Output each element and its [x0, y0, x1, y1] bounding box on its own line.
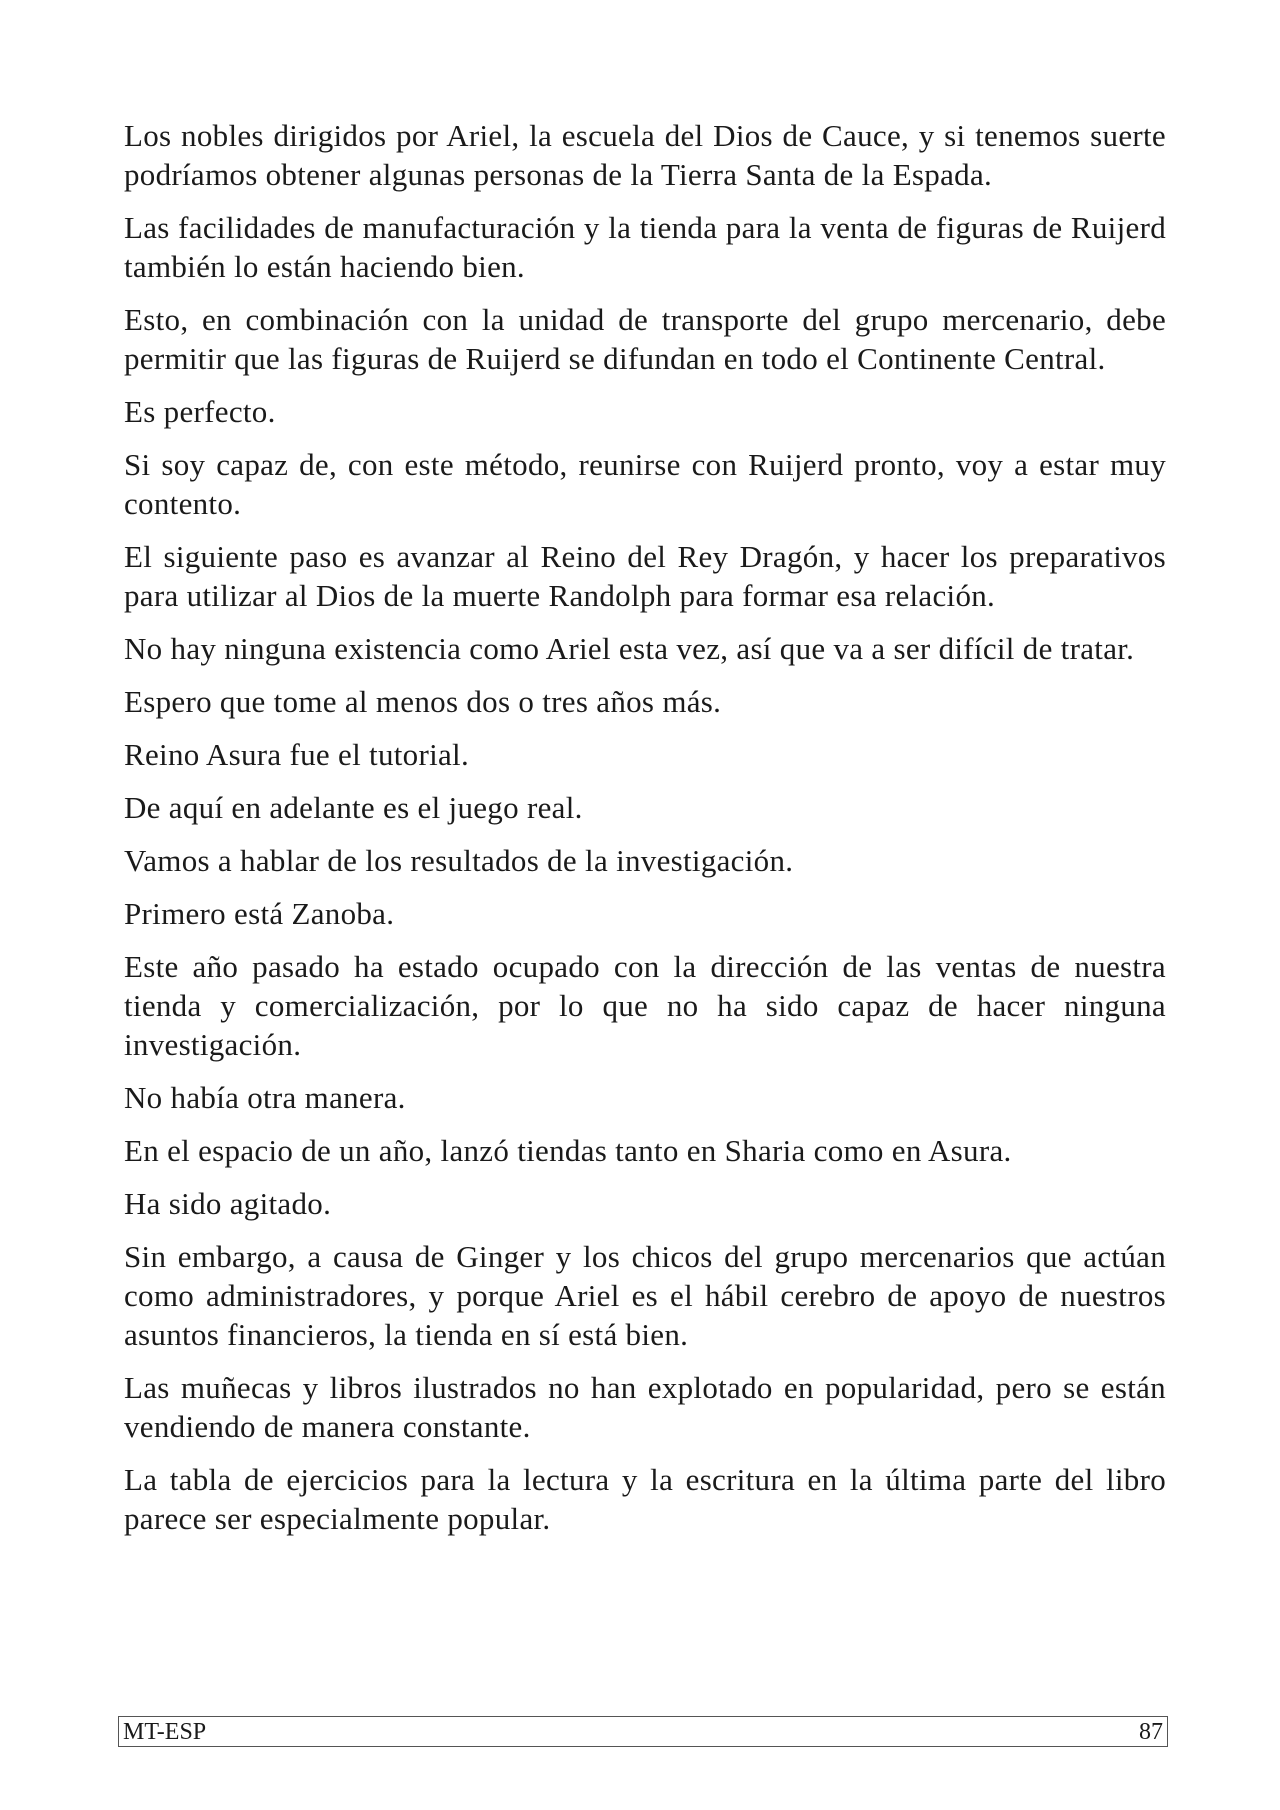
paragraph: Este año pasado ha estado ocupado con la dirección de las ventas de nuestra tienda y comercialización, por lo que no ha sido capaz de hacer ninguna investigación.: [124, 949, 1166, 1062]
paragraph: Si soy capaz de, con este método, reunirse con Ruijerd pronto, voy a estar muy contento.: [124, 447, 1166, 521]
paragraph: Los nobles dirigidos por Ariel, la escuela del Dios de Cauce, y si tenemos suerte podríamos obtener algunas personas de la Tierra Santa de la Espada.: [124, 118, 1166, 192]
paragraph: En el espacio de un año, lanzó tiendas tanto en Sharia como en Asura.: [124, 1133, 1012, 1168]
paragraph: No había otra manera.: [124, 1080, 406, 1115]
page-number: 87: [1139, 1718, 1163, 1745]
page-body: [124, 116, 1166, 1552]
footer-series-label: MT-ESP: [123, 1718, 207, 1745]
paragraph: Es perfecto.: [124, 394, 276, 429]
paragraph: Esto, en combinación con la unidad de transporte del grupo mercenario, debe permitir que las figuras de Ruijerd se difundan en todo el Continente Central.: [124, 302, 1166, 376]
paragraph: Espero que tome al menos dos o tres años más.: [124, 684, 722, 719]
paragraph: La tabla de ejercicios para la lectura y la escritura en la última parte del libro parece ser especialmente popular.: [124, 1462, 1166, 1536]
paragraph: Reino Asura fue el tutorial.: [124, 737, 470, 772]
paragraph: Vamos a hablar de los resultados de la investigación.: [124, 843, 794, 878]
paragraph: Las facilidades de manufacturación y la tienda para la venta de figuras de Ruijerd también lo están haciendo bien.: [124, 210, 1166, 284]
paragraph: El siguiente paso es avanzar al Reino del Rey Dragón, y hacer los preparativos para utilizar al Dios de la muerte Randolph para formar esa relación.: [124, 539, 1166, 613]
paragraph: Las muñecas y libros ilustrados no han explotado en popularidad, pero se están vendiendo de manera constante.: [124, 1370, 1166, 1444]
paragraph: Sin embargo, a causa de Ginger y los chicos del grupo mercenarios que actúan como administradores, y porque Ariel es el hábil cerebro de apoyo de nuestros asuntos financieros, la tienda en sí está bien.: [124, 1239, 1166, 1352]
paragraph: Ha sido agitado.: [124, 1186, 332, 1221]
paragraph: De aquí en adelante es el juego real.: [124, 790, 583, 825]
page-footer: [118, 1716, 1168, 1747]
paragraph: Primero está Zanoba.: [124, 896, 395, 931]
paragraph: No hay ninguna existencia como Ariel esta vez, así que va a ser difícil de tratar.: [124, 631, 1135, 666]
